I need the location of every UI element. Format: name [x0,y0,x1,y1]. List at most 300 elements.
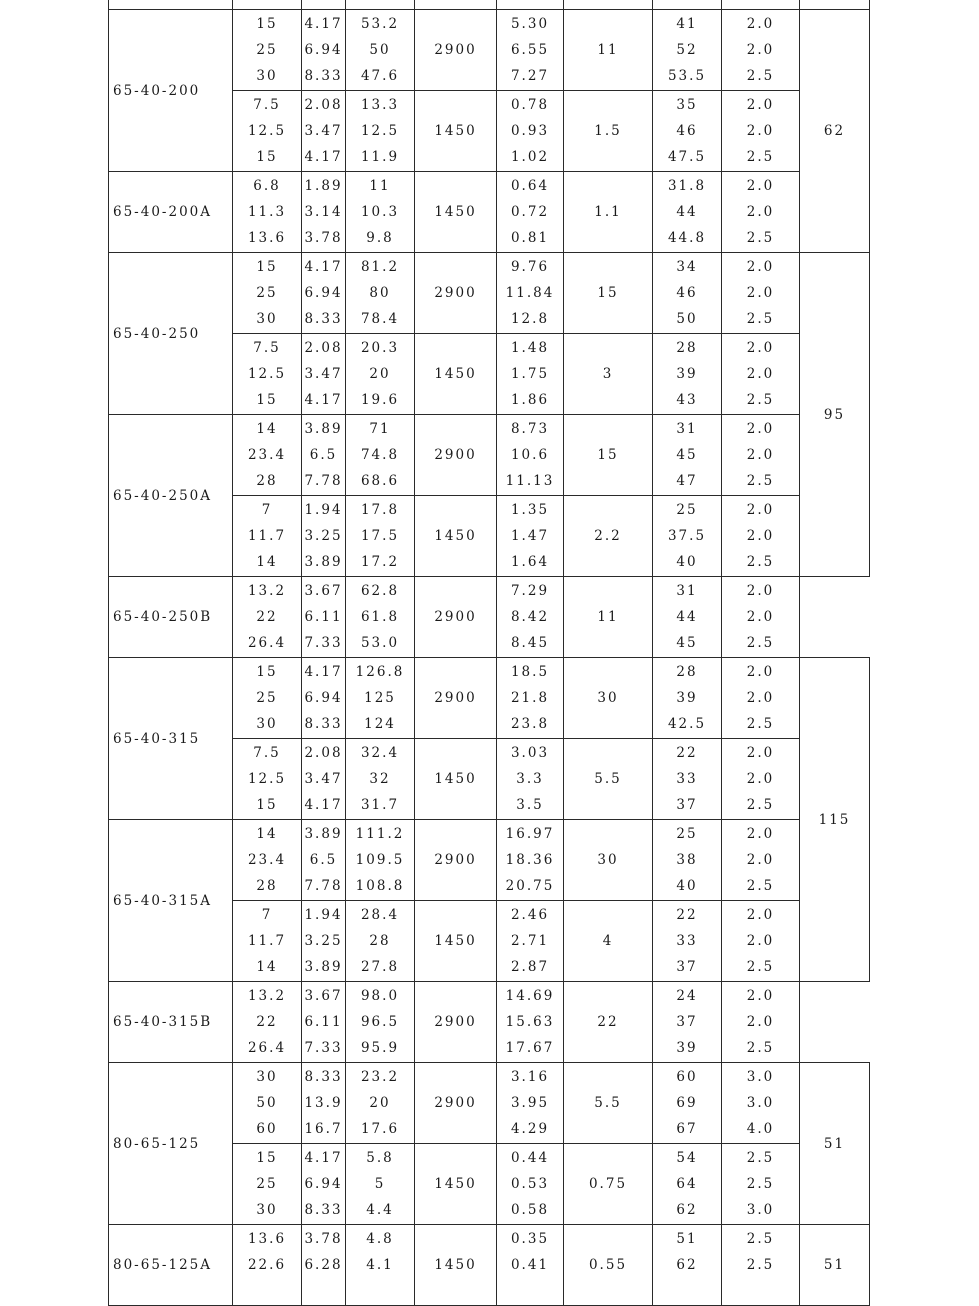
flow-m3h-value: 12.5 [247,366,287,382]
npsh-value: 2.5 [746,635,775,651]
flow-ls-value: 3.67 [304,988,343,1004]
table-row [109,253,870,334]
npsh-cell [722,820,800,901]
flow-m3h-value: 25 [256,1176,278,1192]
flow-ls-value: 3.78 [304,230,343,246]
flow-ls-value: 7.33 [304,635,343,651]
efficiency-cell [653,901,722,982]
efficiency-value: 47 [676,473,698,489]
flow-ls-cell [302,901,346,982]
head-cell [346,496,415,577]
efficiency-value: 51 [676,1231,698,1247]
flow-ls-value: 4.17 [304,664,343,680]
efficiency-value: 62 [676,1202,698,1218]
head-cell [346,901,415,982]
shaft-power-cell [497,415,564,496]
npsh-value: 2.5 [746,1040,775,1056]
shaft-power-value: 9.76 [510,259,550,275]
table-row [109,1225,870,1306]
flow-ls-cell [302,1063,346,1144]
flow-m3h-cell [233,253,302,334]
head-cell [346,1144,415,1225]
shaft-power-value: 21.8 [510,690,550,706]
speed-cell: 2900 [415,820,497,901]
flow-m3h-cell [233,820,302,901]
head-value: 23.2 [360,1069,400,1085]
head-value: 96.5 [360,1014,400,1030]
flow-ls-value: 2.08 [304,745,343,761]
flow-m3h-value: 7 [261,502,273,518]
motor-power-cell: 1.5 [564,91,653,172]
shaft-power-cell [497,253,564,334]
speed-cell: 1450 [415,1225,497,1306]
shaft-power-value: 1.64 [510,554,550,570]
flow-m3h-value: 14 [256,959,278,975]
npsh-value: 2.0 [746,178,775,194]
flow-ls-cell [302,1144,346,1225]
flow-ls-value: 3.14 [304,204,343,220]
shaft-power-value: 11.84 [505,285,555,301]
npsh-value: 2.0 [746,664,775,680]
flow-ls-value: 7.78 [304,473,343,489]
flow-m3h-value: 11.3 [247,204,287,220]
shaft-power-cell [497,91,564,172]
head-value: 17.6 [360,1121,400,1137]
flow-m3h-value: 7.5 [253,745,281,761]
flow-m3h-cell [233,1144,302,1225]
efficiency-value: 37.5 [667,528,707,544]
motor-power-cell: 11 [564,10,653,91]
table-body [109,0,870,1306]
head-value: 108.8 [355,878,405,894]
shaft-power-value: 0.35 [510,1231,550,1247]
flow-ls-cell [302,334,346,415]
head-value: 125 [364,690,396,706]
flow-m3h-value: 15 [256,1150,278,1166]
flow-m3h-value: 25 [256,285,278,301]
npsh-cell [722,253,800,334]
flow-ls-cell [302,10,346,91]
flow-ls-value: 3.47 [304,771,343,787]
efficiency-value: 37 [676,1014,698,1030]
efficiency-value: 39 [676,1040,698,1056]
flow-ls-value: 6.5 [309,852,338,868]
shaft-power-value: 1.86 [510,392,550,408]
motor-power-cell: 0.55 [564,1225,653,1306]
efficiency-value: 44 [676,204,698,220]
efficiency-value: 60 [676,1069,698,1085]
head-value: 20 [369,366,391,382]
npsh-value: 2.0 [746,528,775,544]
flow-ls-value: 6.5 [309,447,338,463]
efficiency-value: 44.8 [667,230,707,246]
npsh-value: 2.5 [746,554,775,570]
npsh-value: 2.0 [746,1014,775,1030]
efficiency-cell [653,496,722,577]
npsh-value: 2.5 [746,473,775,489]
flow-ls-value: 4.17 [304,1150,343,1166]
shaft-power-cell [497,334,564,415]
weight-cell: 62 [800,10,870,253]
shaft-power-value: 15.63 [505,1014,555,1030]
shaft-power-cell [497,577,564,658]
flow-ls-value: 1.89 [304,178,343,194]
table-row [109,10,870,91]
npsh-value: 2.0 [746,421,775,437]
flow-m3h-value: 12.5 [247,123,287,139]
shaft-power-value: 0.93 [510,123,550,139]
efficiency-value: 40 [676,878,698,894]
flow-m3h-value: 7 [261,907,273,923]
flow-ls-value [302,1278,345,1304]
shaft-power-cell [497,658,564,739]
flow-ls-value: 6.94 [304,42,343,58]
flow-m3h-value: 26.4 [247,1040,287,1056]
flow-m3h-value: 25 [256,42,278,58]
npsh-value: 3.0 [746,1202,775,1218]
efficiency-value: 47.5 [667,149,707,165]
flow-ls-value: 4.17 [304,149,343,165]
npsh-value: 2.5 [746,1150,775,1166]
efficiency-value: 54 [676,1150,698,1166]
flow-ls-value: 3.47 [304,366,343,382]
efficiency-cell [653,91,722,172]
head-value: 47.6 [360,68,400,84]
flow-ls-cell [302,415,346,496]
head-cell [346,739,415,820]
head-value: 10.3 [360,204,400,220]
shaft-power-value: 2.46 [510,907,550,923]
head-value: 11 [369,178,391,194]
head-value: 5 [374,1176,386,1192]
motor-power-cell: 1.1 [564,172,653,253]
flow-ls-cell [302,820,346,901]
model-cell: 65-40-250B [109,577,233,658]
flow-m3h-cell [233,658,302,739]
npsh-value: 3.0 [746,1095,775,1111]
npsh-value: 2.0 [746,123,775,139]
head-value: 53.0 [360,635,400,651]
shaft-power-cell [497,172,564,253]
shaft-power-value: 1.47 [510,528,550,544]
shaft-power-value: 17.67 [505,1040,555,1056]
shaft-power-value: 3.3 [516,771,544,787]
shaft-power-value: 1.48 [510,340,550,356]
flow-ls-cell [302,253,346,334]
flow-m3h-cell [233,172,302,253]
efficiency-value: 42.5 [667,716,707,732]
efficiency-value: 62 [676,1257,698,1273]
speed-cell: 1450 [415,496,497,577]
speed-cell: 2900 [415,253,497,334]
efficiency-value: 39 [676,366,698,382]
npsh-value: 2.0 [746,826,775,842]
flow-m3h-cell [233,577,302,658]
shaft-power-cell [497,901,564,982]
efficiency-value: 50 [676,311,698,327]
shaft-power-value: 0.78 [510,97,550,113]
flow-m3h-value: 13.6 [247,230,287,246]
head-value: 17.8 [360,502,400,518]
shaft-power-value: 8.45 [510,635,550,651]
flow-ls-cell [302,496,346,577]
efficiency-cell [653,820,722,901]
flow-m3h-cell [233,334,302,415]
model-cell: 80-65-125 [109,1063,233,1225]
npsh-cell [722,91,800,172]
head-value: 109.5 [355,852,405,868]
flow-m3h-value: 30 [256,311,278,327]
npsh-value: 4.0 [746,1121,775,1137]
efficiency-cell [653,577,722,658]
flow-m3h-value: 28 [256,878,278,894]
flow-m3h-value: 14 [256,826,278,842]
head-cell [346,253,415,334]
shaft-power-value: 11.13 [505,473,555,489]
flow-m3h-value: 15 [256,797,278,813]
shaft-power-value: 23.8 [510,716,550,732]
flow-m3h-value: 15 [256,16,278,32]
efficiency-value: 46 [676,123,698,139]
shaft-power-value: 0.58 [510,1202,550,1218]
efficiency-value: 31.8 [667,178,707,194]
flow-ls-value: 2.08 [304,340,343,356]
speed-cell: 2900 [415,658,497,739]
head-value: 4.4 [366,1202,394,1218]
npsh-value: 2.5 [746,230,775,246]
speed-cell: 1450 [415,91,497,172]
head-cell [346,172,415,253]
flow-ls-value: 3.67 [304,583,343,599]
table-row [109,0,870,10]
efficiency-value: 44 [676,609,698,625]
table-row [109,577,870,658]
flow-ls-value: 1.94 [304,502,343,518]
efficiency-cell [653,982,722,1063]
head-value: 27.8 [360,959,400,975]
head-value: 17.2 [360,554,400,570]
npsh-cell [722,1063,800,1144]
motor-power-cell: 2.2 [564,496,653,577]
shaft-power-value: 5.30 [510,16,550,32]
head-value: 71 [369,421,391,437]
efficiency-cell [653,1144,722,1225]
shaft-power-value: 6.55 [510,42,550,58]
motor-power-cell: 22 [564,982,653,1063]
shaft-power-value: 14.69 [505,988,555,1004]
efficiency-value: 40 [676,554,698,570]
weight-cell: 51 [800,1063,870,1225]
efficiency-cell [653,658,722,739]
npsh-value: 2.0 [746,259,775,275]
motor-power-cell: 15 [564,253,653,334]
weight-cell: 51 [800,1225,870,1306]
efficiency-value: 45 [676,447,698,463]
weight-cell: 95 [800,253,870,577]
flow-m3h-value: 26.4 [247,635,287,651]
motor-power-cell: 4 [564,901,653,982]
head-value: 62.8 [360,583,400,599]
flow-m3h-value: 50 [256,1095,278,1111]
npsh-value: 2.5 [746,878,775,894]
shaft-power-value: 7.29 [510,583,550,599]
motor-power-cell: 30 [564,820,653,901]
npsh-value: 2.0 [746,745,775,761]
head-value: 53.2 [360,16,400,32]
npsh-value: 2.0 [746,204,775,220]
efficiency-cell [653,253,722,334]
motor-power-cell: 30 [564,658,653,739]
speed-cell: 1450 [415,901,497,982]
flow-ls-value: 7.78 [304,878,343,894]
efficiency-value: 25 [676,502,698,518]
npsh-value: 2.0 [746,988,775,1004]
shaft-power-cell [497,739,564,820]
shaft-power-value: 3.5 [516,797,544,813]
speed-cell: 1450 [415,334,497,415]
head-cell [346,1225,415,1306]
flow-ls-cell [302,91,346,172]
npsh-value: 2.0 [746,690,775,706]
table-row [109,1063,870,1144]
flow-ls-value: 8.33 [304,716,343,732]
efficiency-value: 28 [676,664,698,680]
head-value: 32 [369,771,391,787]
flow-m3h-value: 60 [256,1121,278,1137]
head-value: 4.1 [366,1257,394,1273]
flow-m3h-value: 22.6 [247,1257,287,1273]
speed-cell: 2900 [415,415,497,496]
flow-ls-value: 3.47 [304,123,343,139]
efficiency-value: 28 [676,340,698,356]
flow-ls-value: 3.25 [304,528,343,544]
shaft-power-value: 1.02 [510,149,550,165]
model-cell: 65-40-315B [109,982,233,1063]
efficiency-value: 33 [676,933,698,949]
shaft-power-value: 0.81 [510,230,550,246]
head-value: 80 [369,285,391,301]
efficiency-value: 41 [676,16,698,32]
flow-ls-value: 3.89 [304,826,343,842]
shaft-power-value: 18.36 [505,852,555,868]
shaft-power-cell [497,1225,564,1306]
flow-ls-value: 4.17 [304,797,343,813]
model-cell: 65-40-250 [109,253,233,415]
flow-ls-value: 8.33 [304,311,343,327]
flow-m3h-value: 12.5 [247,771,287,787]
npsh-cell [722,901,800,982]
efficiency-cell [653,10,722,91]
head-value: 78.4 [360,311,400,327]
flow-ls-value: 8.33 [304,1202,343,1218]
shaft-power-value: 3.03 [510,745,550,761]
npsh-cell [722,739,800,820]
head-cell [346,658,415,739]
efficiency-value: 53.5 [667,68,707,84]
flow-ls-value: 6.11 [304,1014,343,1030]
efficiency-value [653,1278,721,1304]
shaft-power-value: 3.95 [510,1095,550,1111]
motor-power-cell: 5.5 [564,739,653,820]
model-cell: 65-40-200 [109,10,233,172]
head-cell [346,415,415,496]
npsh-value: 2.0 [746,583,775,599]
head-value: 9.8 [366,230,394,246]
model-cell: 65-40-200A [109,172,233,253]
shaft-power-value: 0.72 [510,204,550,220]
speed-cell: 2900 [415,1063,497,1144]
flow-m3h-value: 30 [256,716,278,732]
shaft-power-value: 8.73 [510,421,550,437]
shaft-power-value: 3.16 [510,1069,550,1085]
npsh-cell [722,334,800,415]
shaft-power-value: 12.8 [510,311,550,327]
motor-power-cell: 15 [564,415,653,496]
flow-m3h-cell [233,1225,302,1306]
head-cell [346,577,415,658]
npsh-value: 2.5 [746,1176,775,1192]
flow-m3h-value: 15 [256,259,278,275]
flow-ls-cell [302,982,346,1063]
weight-cell: 115 [800,658,870,982]
efficiency-value: 37 [676,797,698,813]
flow-ls-value: 16.7 [304,1121,343,1137]
flow-m3h-value: 30 [256,1069,278,1085]
table-row [109,172,870,253]
npsh-cell [722,415,800,496]
shaft-power-cell [497,1144,564,1225]
shaft-power-cell [497,496,564,577]
flow-m3h-value: 6.8 [253,178,281,194]
shaft-power-value: 10.6 [510,447,550,463]
flow-ls-value: 6.94 [304,1176,343,1192]
npsh-value: 2.5 [746,392,775,408]
efficiency-value: 38 [676,852,698,868]
efficiency-value: 67 [676,1121,698,1137]
shaft-power-value: 4.29 [510,1121,550,1137]
head-value: 32.4 [360,745,400,761]
flow-ls-value: 6.94 [304,285,343,301]
npsh-value: 2.5 [746,1231,775,1247]
flow-m3h-value: 15 [256,149,278,165]
efficiency-value: 31 [676,583,698,599]
flow-ls-value: 6.11 [304,609,343,625]
head-value: 95.9 [360,1040,400,1056]
npsh-value: 3.0 [746,1069,775,1085]
table-row [109,415,870,496]
flow-m3h-cell [233,10,302,91]
shaft-power-value: 0.44 [510,1150,550,1166]
npsh-value: 2.5 [746,959,775,975]
npsh-value: 2.0 [746,340,775,356]
shaft-power-value [497,1278,563,1304]
head-value: 5.8 [366,1150,394,1166]
shaft-power-value: 20.75 [505,878,555,894]
head-value: 111.2 [355,826,405,842]
efficiency-value: 33 [676,771,698,787]
head-value: 13.3 [360,97,400,113]
flow-m3h-cell [233,901,302,982]
head-cell [346,10,415,91]
flow-m3h-cell [233,739,302,820]
flow-ls-value: 13.9 [304,1095,343,1111]
motor-power-cell: 11 [564,577,653,658]
efficiency-value: 31 [676,421,698,437]
efficiency-cell [653,172,722,253]
flow-m3h-cell [233,982,302,1063]
npsh-value: 2.0 [746,97,775,113]
flow-ls-value: 4.17 [304,392,343,408]
